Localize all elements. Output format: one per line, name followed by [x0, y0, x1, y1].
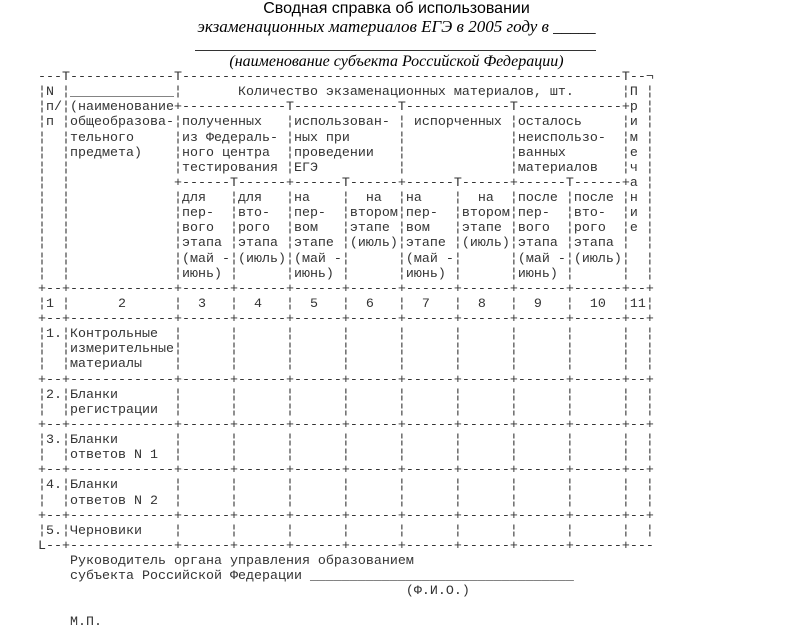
table-row-drafts: ¦5.¦Черновики ¦ ¦ ¦ ¦ ¦ ¦ ¦ ¦ ¦ ¦ — [38, 523, 654, 539]
table-row-answer-forms-1: ¦3.¦Бланки ¦ ¦ ¦ ¦ ¦ ¦ ¦ ¦ ¦ ¦ — [38, 433, 654, 448]
table-divider: +--+-------------+------+------+------+------+------+------+------+------+--+ — [38, 508, 654, 524]
table-header-line: ¦ ¦ ¦пер- ¦вто- ¦пер- ¦втором¦пер- ¦втором¦пер- ¦вто- ¦и ¦ — [38, 206, 654, 222]
subject-name-blank-line — [195, 50, 596, 51]
document-subtitle: экзаменационных материалов ЕГЭ в 2005 году в _____ — [197, 17, 596, 36]
table-header-line: ¦ ¦ +------T------+------T------+------T------+------T------+а ¦ — [38, 175, 654, 191]
column-numbers-row: ¦1 ¦ 2 ¦ 3 ¦ 4 ¦ 5 ¦ 6 ¦ 7 ¦ 8 ¦ 9 ¦ 10 ¦11¦ — [38, 296, 654, 312]
table-header-line: ¦ ¦ ¦вого ¦рого ¦вом ¦этапе ¦вом ¦этапе ¦вого ¦рого ¦е ¦ — [38, 221, 654, 237]
table-row-registration-forms: ¦ ¦регистрации ¦ ¦ ¦ ¦ ¦ ¦ ¦ ¦ ¦ ¦ — [38, 402, 654, 418]
table-border-bottom: L--+-------------+------+------+------+------+------+------+------+------+--- — [38, 538, 654, 554]
table-divider: +--+-------------+------+------+------+------+------+------+------+------+--+ — [38, 417, 654, 433]
table-header-line: ¦N ¦_____________¦ Количество экзаменационных материалов, шт. ¦П ¦ — [38, 85, 654, 101]
table-header-line: ¦п ¦общеобразова-¦полученных ¦использован- ¦ испорченных ¦осталось ¦и ¦ — [38, 115, 654, 131]
table-header-line: ¦п/¦(наименование+-------------T-------------T-------------T-------------+р ¦ — [38, 100, 654, 116]
table-header-line: ¦ ¦предмета) ¦ного центра ¦проведении ¦ ¦ванных ¦е ¦ — [38, 145, 654, 161]
table-row-control-materials: ¦ ¦измерительные¦ ¦ ¦ ¦ ¦ ¦ ¦ ¦ ¦ ¦ — [38, 342, 654, 358]
table-border-top: ---T-------------T-------------------------------------------------------T--¬ — [38, 70, 654, 85]
table-row-registration-forms: ¦2.¦Бланки ¦ ¦ ¦ ¦ ¦ ¦ ¦ ¦ ¦ ¦ — [38, 387, 654, 403]
materials-usage-table — [38, 70, 654, 630]
document-title: Сводная справка об использовании — [263, 0, 530, 17]
table-divider: +--+-------------+------+------+------+------+------+------+------+------+--+ — [38, 281, 654, 297]
subject-caption: (наименование субъекта Российской Федерации) — [229, 53, 564, 70]
table-row-answer-forms-2: ¦ ¦ответов N 2 ¦ ¦ ¦ ¦ ¦ ¦ ¦ ¦ ¦ ¦ — [38, 493, 654, 509]
signatory-fio-caption: (Ф.И.О.) — [38, 584, 470, 600]
table-row-control-materials: ¦ ¦материалы ¦ ¦ ¦ ¦ ¦ ¦ ¦ ¦ ¦ ¦ — [38, 357, 654, 373]
table-header-line: ¦ ¦ ¦для ¦для ¦на ¦ на ¦на ¦ на ¦после ¦после ¦н ¦ — [38, 191, 654, 206]
table-divider: +--+-------------+------+------+------+------+------+------+------+------+--+ — [38, 372, 654, 388]
table-row-control-materials: ¦1.¦Контрольные ¦ ¦ ¦ ¦ ¦ ¦ ¦ ¦ ¦ ¦ — [38, 327, 654, 343]
signatory-name-line: субъекта Российской Федерации _________________________________ — [38, 569, 574, 585]
table-header-line: ¦ ¦ ¦этапа ¦этапа ¦этапе ¦(июль)¦этапе ¦(июль)¦этапа ¦этапа ¦ ¦ — [38, 236, 654, 252]
table-divider: +--+-------------+------+------+------+------+------+------+------+------+--+ — [38, 312, 654, 327]
seal-placeholder: М.П. — [38, 614, 102, 630]
table-header-line: ¦ ¦ ¦(май -¦(июль)¦(май -¦ ¦(май -¦ ¦(май -¦(июль)¦ ¦ — [38, 251, 654, 267]
blank-line — [38, 599, 654, 614]
signatory-label: Руководитель органа управления образованием — [38, 554, 414, 569]
table-header-line: ¦ ¦ ¦тестирования ¦ЕГЭ ¦ ¦материалов ¦ч ¦ — [38, 160, 654, 176]
table-row-answer-forms-2: ¦4.¦Бланки ¦ ¦ ¦ ¦ ¦ ¦ ¦ ¦ ¦ ¦ — [38, 478, 654, 494]
table-divider: +--+-------------+------+------+------+------+------+------+------+------+--+ — [38, 463, 654, 479]
table-row-answer-forms-1: ¦ ¦ответов N 1 ¦ ¦ ¦ ¦ ¦ ¦ ¦ ¦ ¦ ¦ — [38, 448, 654, 464]
table-header-line: ¦ ¦ ¦июнь) ¦ ¦июнь) ¦ ¦июнь) ¦ ¦июнь) ¦ ¦ ¦ — [38, 266, 654, 282]
table-header-line: ¦ ¦тельного ¦из Федераль- ¦ных при ¦ ¦неиспользо- ¦м ¦ — [38, 130, 654, 146]
